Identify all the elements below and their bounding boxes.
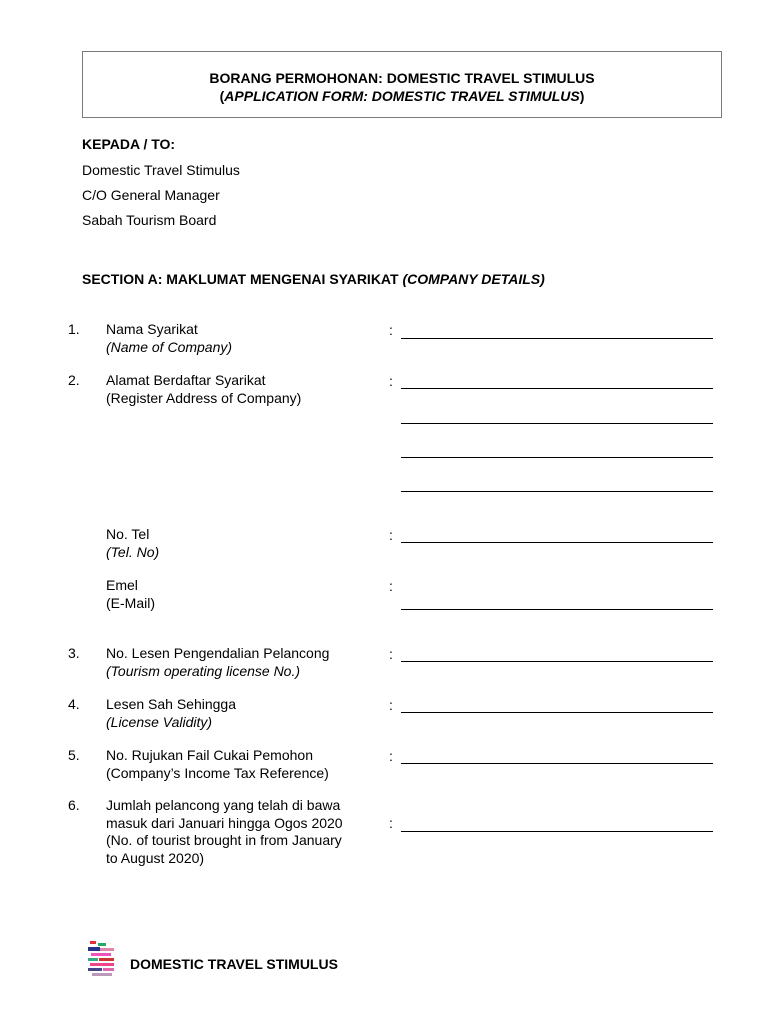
sabah-tourism-logo-icon (88, 941, 116, 977)
colon: : (389, 646, 393, 662)
company-address-input-line-3[interactable] (401, 457, 713, 458)
section-a-title (82, 271, 545, 287)
colon: : (389, 815, 393, 831)
company-name-input-line[interactable] (401, 338, 713, 339)
footer-title: DOMESTIC TRAVEL STIMULUS (130, 956, 338, 972)
company-address-input-line-1[interactable] (401, 388, 713, 389)
recipient-heading: KEPADA / TO: (82, 136, 176, 152)
email-label (106, 577, 376, 612)
field-number: 4. (68, 696, 80, 712)
field-number: 5. (68, 747, 80, 763)
field-number: 1. (68, 321, 80, 337)
email-input-line[interactable] (401, 609, 713, 610)
form-title: BORANG PERMOHONAN: DOMESTIC TRAVEL STIMULUS (209, 70, 595, 86)
colon: : (389, 748, 393, 764)
company-name-label (106, 321, 376, 356)
field-label: Alamat Berdaftar Syarikat (106, 372, 266, 388)
field-sublabel: (No. of tourist brought in from January (106, 832, 342, 848)
field-label: Jumlah pelancong yang telah di bawa (106, 797, 341, 813)
income-tax-reference-label (106, 747, 376, 782)
recipient-line: Domestic Travel Stimulus (82, 162, 240, 178)
field-sublabel: (Name of Company) (106, 338, 233, 355)
form-title-box (82, 51, 722, 118)
company-address-input-line-2[interactable] (401, 423, 713, 424)
tel-input-line[interactable] (401, 542, 713, 543)
tourist-count-label (106, 797, 376, 867)
field-number: 2. (68, 372, 80, 388)
section-a-title-english: (COMPANY DETAILS) (402, 271, 545, 287)
field-label: masuk dari Januari hingga Ogos 2020 (106, 814, 343, 831)
field-sublabel: (Tel. No) (106, 543, 160, 560)
field-sublabel: (E-Mail) (106, 594, 155, 611)
field-number: 3. (68, 645, 80, 661)
paren-close: ) (579, 88, 585, 104)
field-sublabel: to August 2020) (106, 849, 205, 866)
field-label: Lesen Sah Sehingga (106, 696, 236, 712)
company-address-input-line-4[interactable] (401, 491, 713, 492)
company-address-label (106, 372, 376, 407)
field-sublabel: (Tourism operating license No.) (106, 662, 301, 679)
form-title-english-text: APPLICATION FORM: DOMESTIC TRAVEL STIMULUS (224, 88, 580, 104)
form-title-english (83, 87, 721, 105)
colon: : (389, 578, 393, 594)
logo-graphic (88, 941, 116, 977)
field-sublabel: (Company’s Income Tax Reference) (106, 764, 329, 781)
tourist-count-input-line[interactable] (401, 831, 713, 832)
field-label: No. Lesen Pengendalian Pelancong (106, 645, 330, 661)
colon: : (389, 322, 393, 338)
tourism-license-input-line[interactable] (401, 661, 713, 662)
field-label: Nama Syarikat (106, 321, 198, 337)
field-sublabel: (Register Address of Company) (106, 389, 302, 406)
paren-open: ( (219, 88, 225, 104)
tel-label (106, 526, 376, 561)
field-sublabel: (License Validity) (106, 713, 213, 730)
section-a-title-text: SECTION A: MAKLUMAT MENGENAI SYARIKAT (82, 271, 403, 287)
tourism-license-label (106, 645, 376, 680)
colon: : (389, 373, 393, 389)
field-label: Emel (106, 577, 138, 593)
income-tax-reference-input-line[interactable] (401, 763, 713, 764)
field-number: 6. (68, 797, 80, 813)
colon: : (389, 527, 393, 543)
field-label: No. Rujukan Fail Cukai Pemohon (106, 747, 313, 763)
colon: : (389, 697, 393, 713)
recipient-line: Sabah Tourism Board (82, 212, 217, 228)
license-validity-input-line[interactable] (401, 712, 713, 713)
recipient-line: C/O General Manager (82, 187, 220, 203)
field-label: No. Tel (106, 526, 150, 542)
license-validity-label (106, 696, 376, 731)
